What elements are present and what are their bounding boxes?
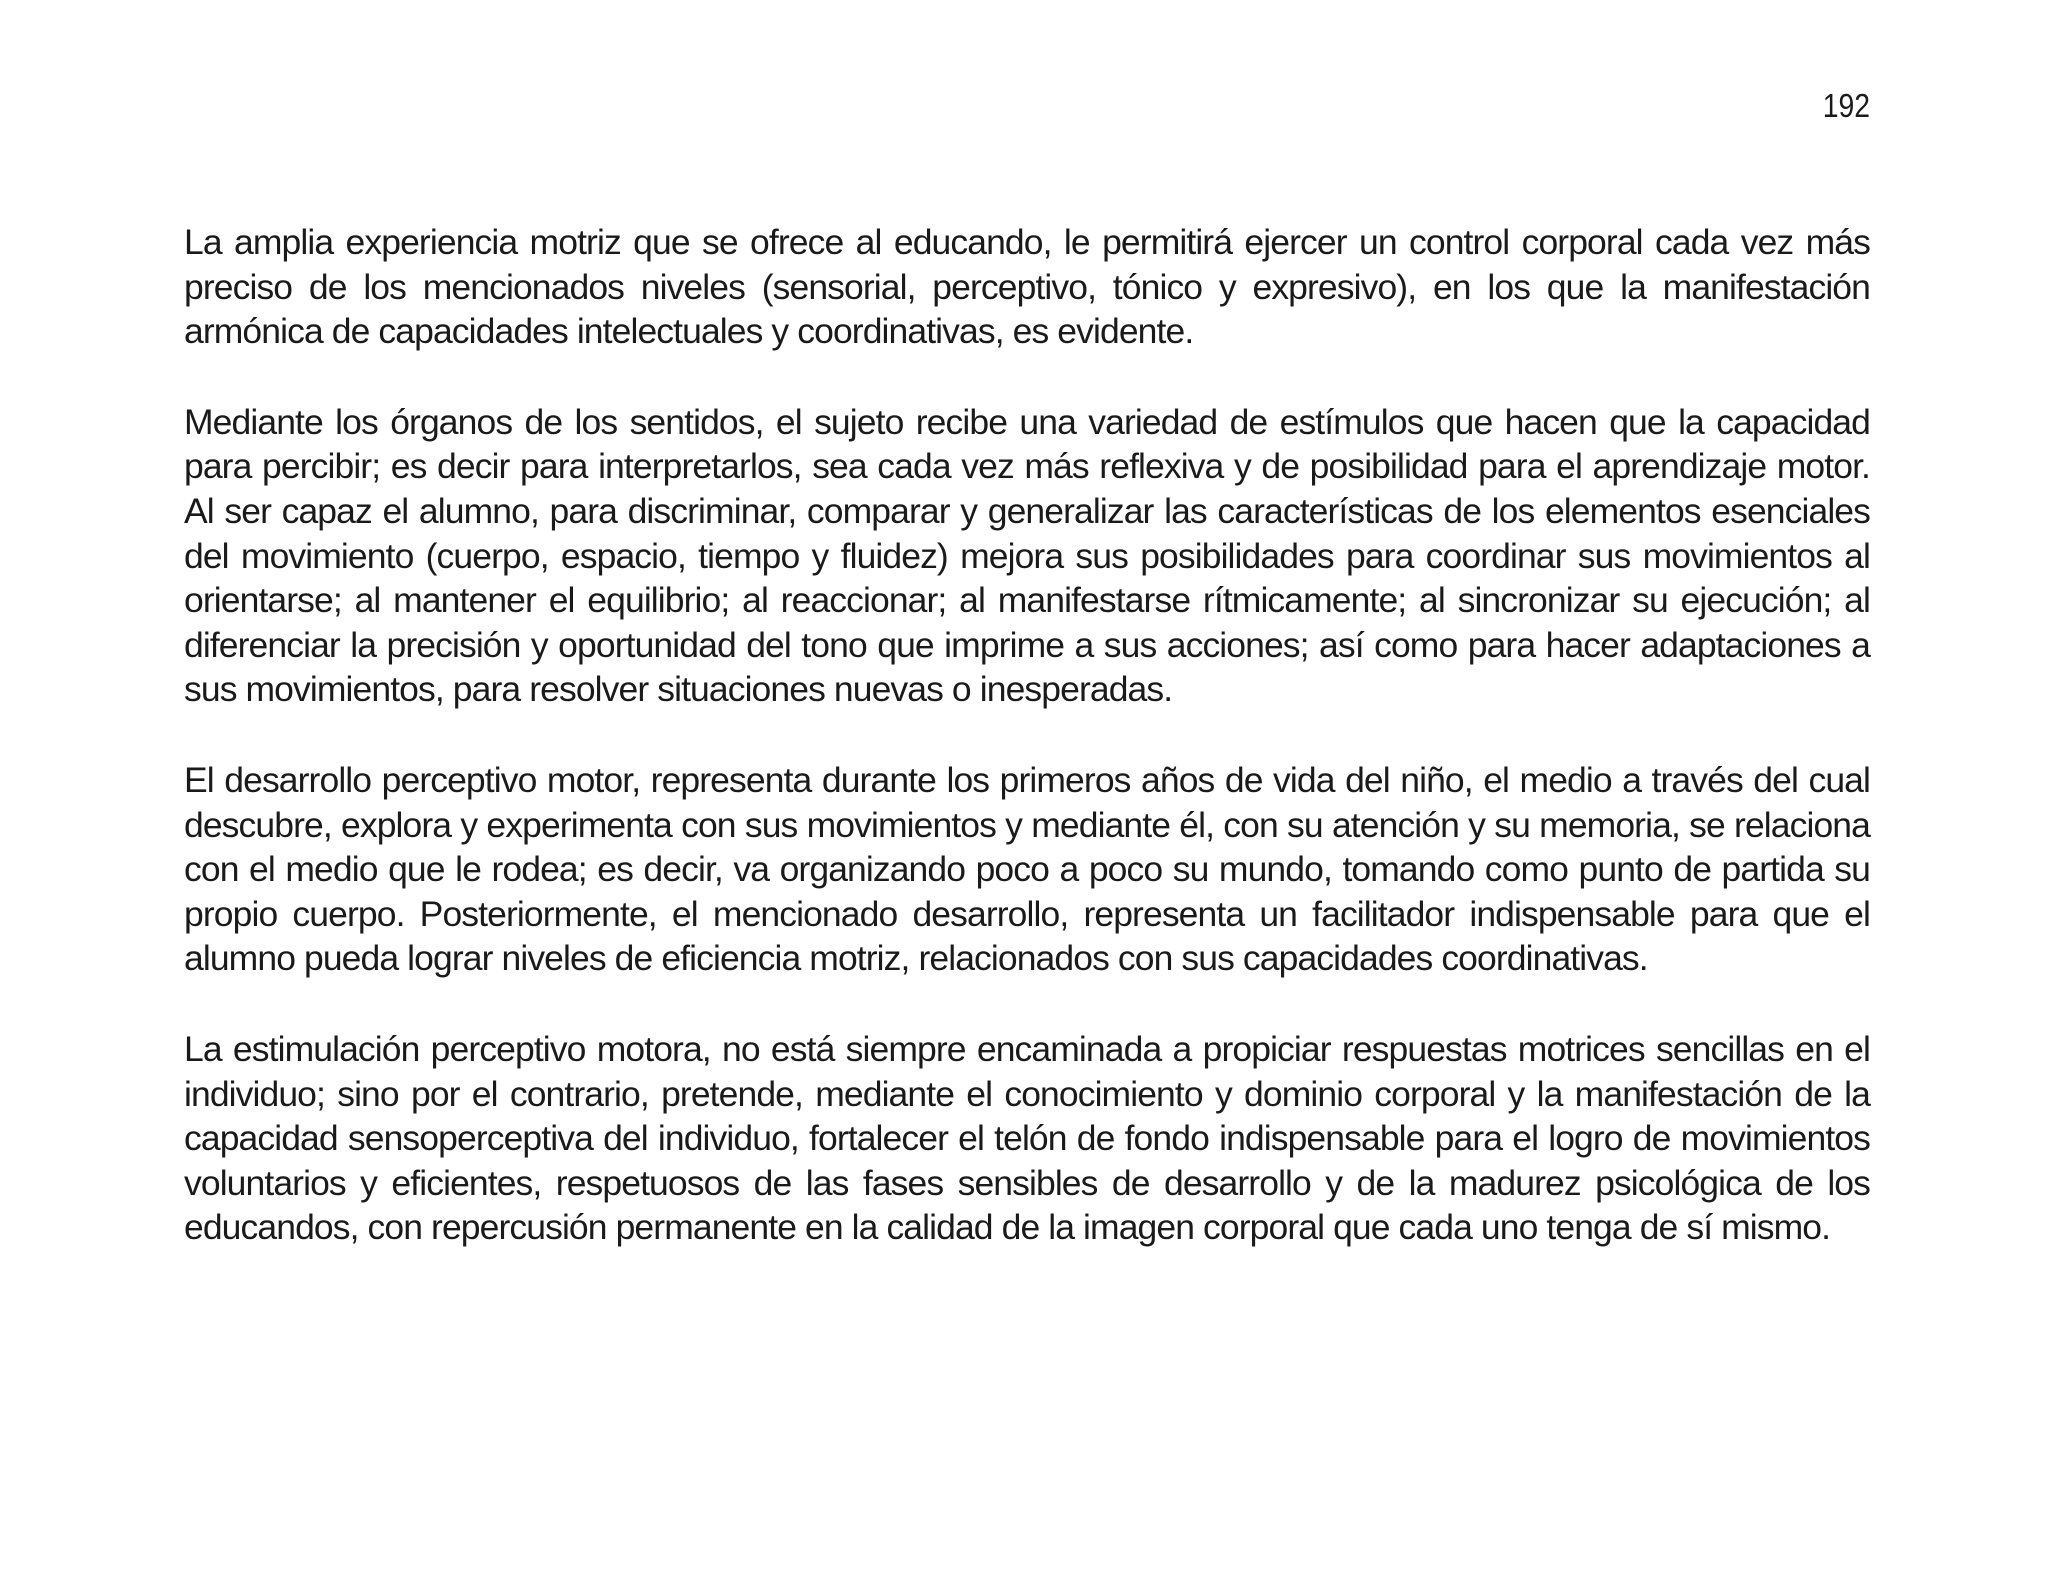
paragraph-3: El desarrollo perceptivo motor, representa durante los primeros años de vida del niño, el medio a través del cual descubre, explora y experimenta con sus movimientos y mediante él, con su atención y su memoria, se relaciona con el medio que le rodea; es decir, va organizando poco a poco su mundo, tomando como punto de partida su propio cuerpo. Posteriormente, el mencionado desarrollo, representa un facilitador indispensable para que el alumno pueda lograr niveles de eficiencia motriz, relacionados con sus capacidades coordinativas. [184,759,1870,979]
paragraph-1: La amplia experiencia motriz que se ofrece al educando, le permitirá ejercer un control corporal cada vez más preciso de los mencionados niveles (sensorial, perceptivo, tónico y expresivo), en los que la manifestación armónica de capacidades intelectuales y coordinativas, es evidente. [184,222,1870,352]
paragraph-2: Mediante los órganos de los sentidos, el sujeto recibe una variedad de estímulos que hacen que la capacidad para percibir; es decir para interpretarlos, sea cada vez más reflexiva y de posibilidad para el aprendizaje motor. Al ser capaz el alumno, para discriminar, comparar y generalizar las características de los elementos esenciales del movimiento (cuerpo, espacio, tiempo y fluidez) mejora sus posibilidades para coordinar sus movimientos al orientarse; al mantener el equilibrio; al reaccionar; al manifestarse rítmicamente; al sincronizar su ejecución; al diferenciar la precisión y oportunidad del tono que imprime a sus acciones; así como para hacer adaptaciones a sus movimientos, para resolver situaciones nuevas o inesperadas. [184,401,1870,710]
paragraph-4: La estimulación perceptivo motora, no está siempre encaminada a propiciar respuestas motrices sencillas en el individuo; sino por el contrario, pretende, mediante el conocimiento y dominio corporal y la manifestación de la capacidad sensoperceptiva del individuo, fortalecer el telón de fondo indispensable para el logro de movimientos voluntarios y eficientes, respetuosos de las fases sensibles de desarrollo y de la madurez psicológica de los educandos, con repercusión permanente en la calidad de la imagen corporal que cada uno tenga de sí mismo. [184,1028,1870,1248]
page-number: 192 [1822,87,1870,124]
body-text [184,220,1870,1296]
